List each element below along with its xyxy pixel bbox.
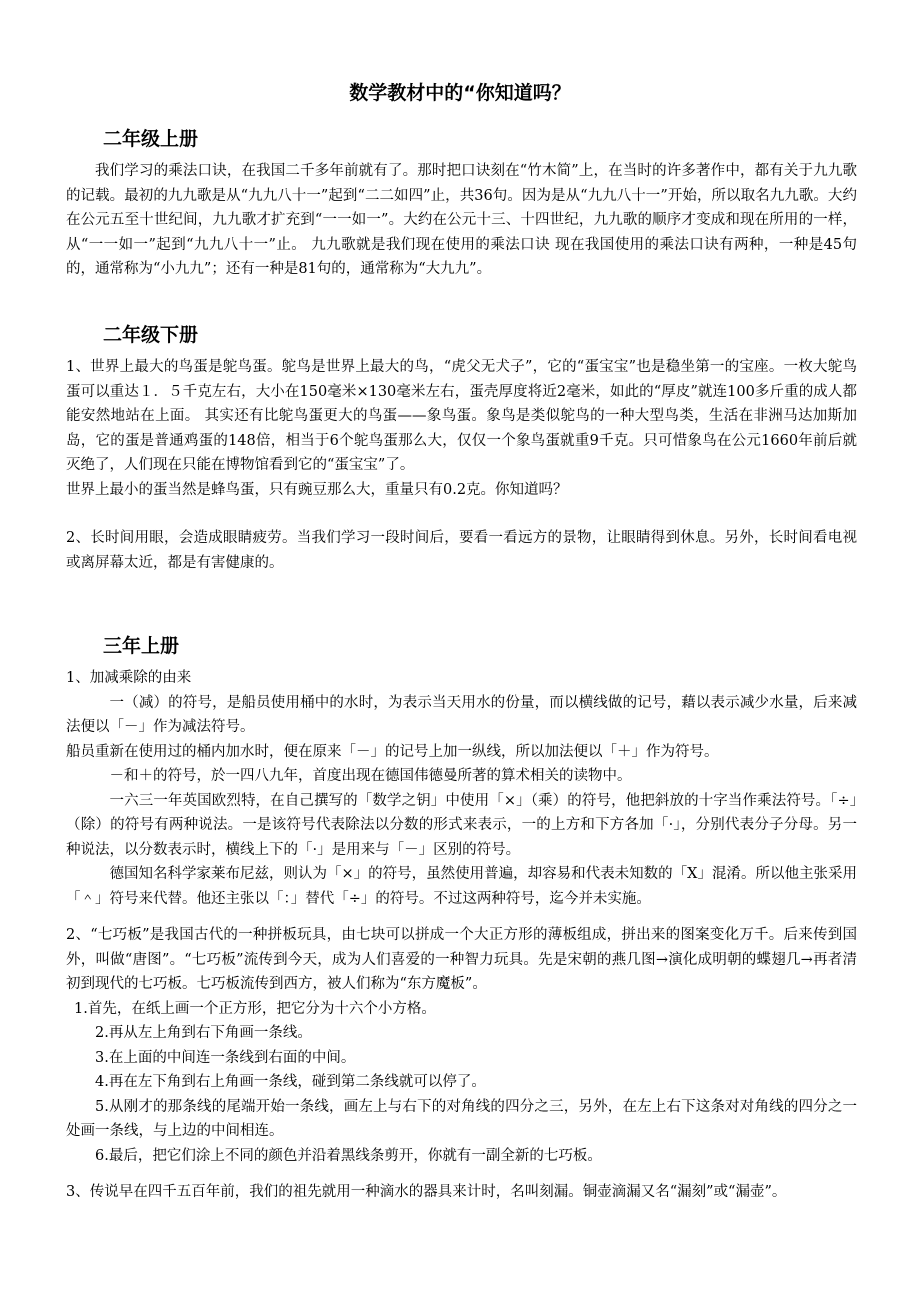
paragraph: 船员重新在使用过的桶内加水时，便在原来「－」的记号上加一纵线，所以加法便以「＋」作为符号。 [66, 743, 719, 760]
paragraph: 1、加减乘除的由来 [66, 670, 192, 686]
paragraph: 德国知名科学家莱布尼兹，则认为「×」的符号，虽然使用普遍，却容易和代表未知数的「X」混淆。所以他主张采用「＾」符号来代替。他还主张以「：」替代「÷」的符号。不过这两种符号，迄今并未实施。 [66, 866, 857, 907]
paragraph: 2、长时间用眼，会造成眼睛疲劳。当我们学习一段时间后，要看一看远方的景物，让眼睛得到休息。另外，长时间看电视或离屏幕太近，都是有害健康的。 [66, 530, 857, 571]
section-heading-grade2-vol1: 二年级上册 [103, 128, 199, 150]
paragraph: 一六三一年英国欧烈特，在自己撰写的「数学之钥」中使用「×」（乘）的符号，他把斜放的十字当作乘法符号。「÷」（除）的符号有两种说法。一是该符号代表除法以分数的形式来表示，一的上方和下方各加「·」，分别代表分子分母。另一种说法，以分数表示时，横线上下的「·」是用来与「－」区别的符号。 [66, 792, 857, 858]
section-heading-grade2-vol2: 二年级下册 [103, 324, 199, 346]
page-title: 数学教材中的“你知道吗？ [349, 82, 571, 104]
section-body-grade2-vol1 [66, 159, 857, 282]
paragraph: 世界上最小的蛋当然是蜂鸟蛋，只有豌豆那么大，重量只有0.2克。你知道吗？ [66, 481, 568, 498]
list-item: 2.再从左上角到右下角画一条线。 [95, 1025, 312, 1041]
list-item: 1.首先，在纸上画一个正方形，把它分为十六个小方格。 [74, 1000, 436, 1017]
list-item: 3.在上面的中间连一条线到右面的中间。 [95, 1049, 356, 1066]
paragraph: 2、“七巧板”是我国古代的一种拼板玩具，由七块可以拼成一个大正方形的薄板组成，拼出来的图案变化万千。后来传到国外，叫做“唐图”。“七巧板”流传到今天，成为人们喜爱的一种智力玩具。先是宋朝的燕几图→演化成明朝的蝶翅几→再者清初到现代的七巧板。七巧板流传到西方，被人们称为“东方魔板”。 [66, 927, 857, 992]
list-item: 4.再在左下角到右上角画一条线，碰到第二条线就可以停了。 [95, 1074, 486, 1090]
section-body-grade2-vol2 [66, 355, 857, 575]
paragraph: －和＋的符号，於一四八九年，首度出现在德国伟德曼所著的算术相关的读物中。 [109, 768, 632, 784]
section-body-grade3-vol1 [66, 666, 857, 1205]
paragraph: 我们学习的乘法口诀，在我国二千多年前就有了。那时把口诀刻在“竹木简”上，在当时的许多著作中，都有关于九九歌的记载。最初的九九歌是从“九九八十一”起到“二二如四”止，共36句。因为是从“九九八十一”开始，所以取名九九歌。大约在公元五至十世纪间，九九歌才扩充到“一一如一”。大约在公元十三、十四世纪，九九歌的顺序才变成和现在所用的一样，从“一一如一”起到“九九八十一”止。 九九歌就是我们现在使用的乘法口诀 现在我国使用的乘法口诀有两种，一种是45句的，通常称为“小九九”；还有一种是81句的，通常称为“大九九”。 [66, 163, 857, 277]
list-item: 6.最后，把它们涂上不同的颜色并沿着黑线条剪开，你就有一副全新的七巧板。 [95, 1147, 602, 1164]
paragraph: 一（减）的符号，是船员使用桶中的水时，为表示当天用水的份量，而以横线做的记号，藉以表示减少水量，后来减法便以「－」作为减法符号。 [66, 694, 857, 735]
list-item: 5.从刚才的那条线的尾端开始一条线，画左上与右下的对角线的四分之三，另外，在左上右下这条对对角线的四分之一处画一条线，与上边的中间相连。 [66, 1098, 857, 1139]
paragraph: 1、世界上最大的鸟蛋是鸵鸟蛋。鸵鸟是世界上最大的鸟，“虎父无犬子”，它的“蛋宝宝”也是稳坐第一的宝座。一枚大鸵鸟蛋可以重达１．５千克左右，大小在150毫米×130毫米左右，蛋壳厚度将近2毫米，如此的“厚皮”就连100多斤重的成人都能安然地站在上面。 其实还有比鸵鸟蛋更大的鸟蛋——象鸟蛋。象鸟是类似鸵鸟的一种大型鸟类，生活在非洲马达加斯加岛，它的蛋是普通鸡蛋的148倍，相当于6个鸵鸟蛋那么大，仅仅一个象鸟蛋就重9千克。只可惜象鸟在公元1660年前后就灭绝了，人们现在只能在博物馆看到它的“蛋宝宝”了。 [66, 359, 857, 473]
paragraph: 3、传说早在四千五百年前，我们的祖先就用一种滴水的器具来计时，名叫刻漏。铜壶滴漏又名“漏刻”或“漏壶”。 [66, 1184, 787, 1200]
section-heading-grade3-vol1: 三年上册 [103, 635, 180, 657]
